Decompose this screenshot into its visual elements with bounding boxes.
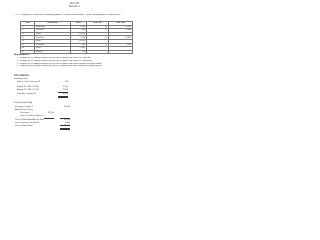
table-cell: Sales xyxy=(35,47,71,51)
inv-line-label: August 25 ( 400 x 13.00) xyxy=(17,86,39,88)
cogs-line-value: 8,800 xyxy=(64,121,70,124)
document-page xyxy=(0,0,149,198)
requirements-list xyxy=(17,57,135,68)
cogs-line-label: Cost of Goods Sold xyxy=(15,125,33,127)
table-cell: Sales xyxy=(35,32,71,36)
column-header: Date xyxy=(21,22,35,26)
inv-line-value: 3,600 xyxy=(62,89,68,91)
cogs-line-label: Purchases xyxy=(20,112,30,114)
table-cell: 18,000 xyxy=(109,36,133,40)
requirements-heading: Requirements: xyxy=(14,54,30,56)
table-row xyxy=(21,50,133,54)
cogs-line-value: 33,200 xyxy=(63,125,70,127)
cogs-line-label: Inventory, January 1 xyxy=(15,106,33,108)
table-cell: Purchase xyxy=(35,36,71,40)
inv-line-label: Inventory, January 31 xyxy=(17,93,37,95)
table-cell: 1 xyxy=(21,25,35,29)
table-cell: 10 xyxy=(87,25,109,29)
table-cell: Sales xyxy=(35,39,71,43)
cogs-line-label: Cost of Purchase Returns xyxy=(20,115,43,117)
table-cell: (500) xyxy=(71,47,87,51)
course-code: ACC 102 xyxy=(69,3,80,5)
table-cell: 1,500 xyxy=(71,36,87,40)
table-cell: 5,200 xyxy=(109,43,133,47)
table-cell: 700 xyxy=(71,50,87,54)
list-item: 3. Compute for (a) ending inventory and (b) cost of goods sold under weighted average periodic. xyxy=(17,62,103,65)
table-cell: 12 xyxy=(21,32,35,36)
inv-line-label: Units on hand, January 31 xyxy=(17,81,41,83)
list-item: 4. Compute for (a) ending inventory and (b) cost of goods sold under moving average perpetual. xyxy=(17,65,102,68)
cogs-heading: Cost of Goods Sold xyxy=(14,102,33,104)
problem-statement: 1. XYZ Company is a distributor of plumbing goods. The data for the product "Pipe A" during August is shown below: xyxy=(14,14,121,16)
cogs-line-value: 42,000 xyxy=(63,118,70,121)
table-cell: 25 xyxy=(21,43,35,47)
table-cell: 30 xyxy=(21,47,35,51)
table-cell: 13 xyxy=(87,43,109,47)
solution-title: FIFO PERIODIC xyxy=(14,75,30,77)
inv-line-value: 8,800 xyxy=(62,93,68,95)
total-rule-double xyxy=(60,129,70,130)
cogs-line-label: Add: Net Purchases xyxy=(15,109,33,111)
inventory-table xyxy=(20,21,133,54)
table-cell xyxy=(109,50,133,54)
table-cell: 12 xyxy=(87,36,109,40)
table-cell: (1,200) xyxy=(71,32,87,36)
inv-line-value: 5,200 xyxy=(62,86,68,88)
table-cell: 400 xyxy=(71,43,87,47)
table-cell: 8,800 xyxy=(109,29,133,33)
table-cell: Ending xyxy=(35,50,71,54)
cogs-line-value: 32,000 xyxy=(47,112,54,114)
cogs-line-label: Cost of Goods Available for Sale xyxy=(15,118,44,121)
inv-line-label: August 17 ( 300 x 12.00) xyxy=(17,89,39,91)
table-cell: 800 xyxy=(71,29,87,33)
sum-rule xyxy=(44,118,54,119)
table-cell: Beginning xyxy=(35,25,71,29)
total-rule-double xyxy=(58,97,68,98)
list-item: 1. Compute for (a) ending inventory and (b) cost of goods sold under FIFO periodic. xyxy=(17,57,91,59)
exercise-title: Exercise 1 xyxy=(69,6,80,8)
table-cell: Purchase xyxy=(35,43,71,47)
table-cell: 5 xyxy=(21,29,35,33)
table-cell: 11 xyxy=(87,29,109,33)
list-item: 2. Compute for (a) ending inventory and (b) cost of goods sold under FIFO perpetual. xyxy=(17,59,93,62)
cogs-line-label: Less: Inventory, January 31 xyxy=(15,121,40,124)
column-header: Units xyxy=(71,22,87,26)
table-cell: (1,300) xyxy=(71,39,87,43)
table-cell: 17 xyxy=(21,36,35,40)
column-header: Total Cost xyxy=(109,22,133,26)
column-header: Transaction xyxy=(35,22,71,26)
table-cell: Purchase xyxy=(35,29,71,33)
table-cell: 31 xyxy=(21,50,35,54)
inv-line-value: 700 xyxy=(64,81,68,83)
column-header: Unit Cost xyxy=(87,22,109,26)
table-cell: 1,000 xyxy=(71,25,87,29)
table-cell: 10,000 xyxy=(109,25,133,29)
inventory-end-heading: Inventory, End xyxy=(14,78,28,80)
cogs-line-value: 10,000 xyxy=(63,106,70,108)
table-cell xyxy=(87,50,109,54)
table-cell: 21 xyxy=(21,39,35,43)
